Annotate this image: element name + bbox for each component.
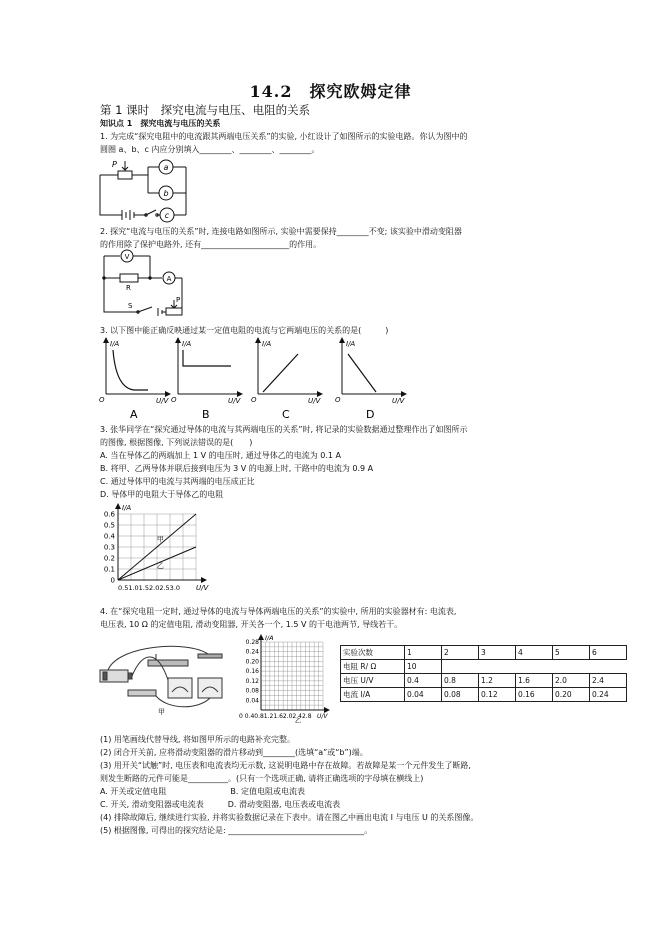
table-cell: 0.16 (516, 688, 553, 702)
table-cell (442, 660, 627, 674)
q5-item-3-cont: 则发生断路的元件可能是__________。(只有一个选项正确, 请将正确选项的字母填在横线上) (100, 774, 424, 783)
q3-option-label: D (366, 408, 375, 421)
q2-text-line1: 2. 探究“电流与电压的关系”时, 连接电路如图所示, 实验中需要保持________不变; 该实验中滑动变阻器 (100, 227, 462, 236)
q2-text-line2: 的作用除了保护电路外, 还有______________________的作用。 (100, 240, 322, 249)
q5-fig-jia-caption: 甲 (158, 708, 165, 716)
q3-option-label: A (130, 408, 138, 421)
q4-ytick: 0 (110, 576, 115, 585)
q4-text-line1: 3. 张华同学在“探究通过导体的电流与其两端电压的关系”时, 将记录的实验数据通过整理作出了如图所示 (100, 425, 468, 434)
q3-graphs (98, 336, 405, 422)
q3-graph-b (178, 340, 240, 394)
q3-origin: O (99, 396, 105, 404)
table-header-cell: 5 (553, 646, 590, 660)
q4-iu-chart (96, 500, 222, 592)
q5-ytick: 0.28 (245, 639, 259, 646)
q5-ytick: 0.20 (245, 658, 259, 666)
q4-ylabel: I/A (122, 504, 132, 512)
q5-ytick: 0.16 (245, 668, 259, 676)
q4-ytick: 0.6 (103, 510, 115, 519)
q5-data-table (340, 645, 627, 702)
q2-label-v: V (124, 253, 130, 261)
q1-label-a: a (163, 163, 169, 172)
q2-circuit-diagram (98, 248, 188, 320)
table-header-cell: 4 (516, 646, 553, 660)
q1-circuit-diagram (98, 155, 188, 221)
table-cell: 1.2 (479, 674, 516, 688)
q5-text-line1: 4. 在“探究电阻一定时, 通过导体的电流与导体两端电压的关系”的实验中, 所用的实验器材有: 电流表, (100, 607, 457, 616)
q2-label-s: S (128, 302, 133, 310)
q3-text: 3. 以下图中能正确反映通过某一定值电阻的电流与它两端电压的关系的是( ) (100, 326, 389, 335)
table-cell: 电流 I/A (341, 688, 405, 702)
table-cell: 0.04 (405, 688, 442, 702)
table-cell: 0.4 (405, 674, 442, 688)
q5-item-5: (5) 根据图像, 可得出的探究结论是: __________________________________。 (100, 826, 373, 835)
table-cell: 1.6 (516, 674, 553, 688)
q5-text-line2: 电压表, 10 Ω 的定值电阻, 滑动变阻器, 开关各一个, 1.5 V 的干电池两节, 导线若干。 (100, 620, 403, 629)
q3-origin: O (171, 396, 177, 404)
q4-option-d: D. 导体甲的电阻大于导体乙的电阻 (100, 490, 224, 499)
q4-ytick: 0.4 (103, 532, 115, 541)
lesson-subtitle: 第 1 课时 探究电流与电压、电阻的关系 (100, 103, 311, 117)
q4-series-name: 乙 (156, 561, 164, 570)
q3-curve-b (183, 350, 231, 366)
q4-ytick: 0.1 (103, 565, 115, 574)
q5-item-2: (2) 闭合开关前, 应将滑动变阻器的滑片移动到________(选填“a”或“b”)端。 (100, 748, 368, 757)
q2-label-r: R (126, 284, 131, 292)
table-header-cell: 3 (479, 646, 516, 660)
table-row (341, 688, 627, 702)
q4-ytick: 0.5 (103, 521, 115, 530)
q3-curve-c (263, 354, 298, 392)
q4-xticks: 0.51.01.52.02.53.0 (118, 584, 181, 592)
q1-label-p: P (112, 160, 117, 169)
q2-label-p: P (176, 296, 181, 304)
q4-option-b: B. 将甲、乙两导体并联后接到电压为 3 V 的电源上时, 干路中的电流为 0.9 A (100, 464, 374, 473)
q1-text-line1: 1. 为完成“探究电阻中的电流跟其两端电压关系”的实验, 小红设计了如图所示的实验电路。你认为图中的 (100, 132, 468, 141)
q5-option-ab: A. 开关或定值电阻 B. 定值电阻或电流表 (100, 787, 305, 796)
table-row (341, 674, 627, 688)
q3-origin: O (335, 396, 341, 404)
table-cell: 2.0 (553, 674, 590, 688)
q1-label-c: c (164, 211, 170, 220)
q3-ylabel: I/A (182, 340, 192, 348)
q5-grid-caption: 乙 (295, 718, 302, 725)
q4-ytick: 0.3 (103, 543, 115, 552)
table-cell: 0.20 (553, 688, 590, 702)
q3-option-label: C (282, 408, 290, 421)
q3-ylabel: I/A (346, 340, 356, 348)
q5-ylabel: I/A (265, 634, 274, 642)
table-cell: 电压 U/V (341, 674, 405, 688)
table-row (341, 646, 627, 660)
q3-curve-d (348, 354, 376, 392)
q5-ytick: 0.04 (245, 697, 259, 705)
page-title: 14.2 探究欧姆定律 (249, 82, 412, 101)
q3-option-label: B (202, 408, 210, 421)
knowledge-point-1: 知识点 1 探究电流与电压的关系 (100, 119, 221, 128)
q3-xlabel: U/V (308, 397, 321, 405)
q5-ytick: 0.12 (245, 677, 259, 685)
q5-apparatus-figure (98, 640, 233, 720)
table-cell: 0.08 (442, 688, 479, 702)
table-cell: 2.4 (590, 674, 627, 688)
q3-xlabel: U/V (228, 397, 241, 405)
q5-item-3: (3) 用开关“试触”时, 电压表和电流表均无示数, 这说明电路中存在故障。若故障是某一个元件发生了断路, (100, 761, 471, 770)
q5-grid-chart (235, 632, 335, 724)
q1-text-line2: 圆圈 a、b、c 内应分别填入________、________、________。 (100, 145, 320, 154)
q5-ytick: 0.24 (245, 648, 259, 656)
table-cell: 0.8 (442, 674, 479, 688)
q4-text-line2: 的图像, 根据图像, 下列说法错误的是( ) (100, 438, 253, 447)
q3-xlabel: U/V (392, 397, 405, 405)
q3-ylabel: I/A (110, 340, 120, 348)
q3-graph-c (258, 340, 320, 394)
table-header-cell: 实验次数 (341, 646, 405, 660)
q4-series-name: 甲 (156, 535, 164, 544)
table-header-cell: 1 (405, 646, 442, 660)
q2-label-a: A (166, 275, 172, 283)
table-cell: 10 (405, 660, 442, 674)
table-header-cell: 6 (590, 646, 627, 660)
q5-xlabel: U/V (317, 713, 328, 720)
q5-item-1: (1) 用笔画线代替导线, 将如图甲所示的电路补充完整。 (100, 735, 295, 744)
table-row (341, 660, 627, 674)
table-cell: 0.12 (479, 688, 516, 702)
q1-label-b: b (163, 189, 169, 198)
q3-xlabel: U/V (156, 397, 169, 405)
q4-option-c: C. 通过导体甲的电流与其两端的电压成正比 (100, 477, 255, 486)
table-cell: 0.24 (590, 688, 627, 702)
q4-ytick: 0.2 (103, 554, 115, 563)
q4-xlabel: U/V (196, 584, 209, 592)
table-header-cell: 2 (442, 646, 479, 660)
q4-option-a: A. 当在导体乙的两端加上 1 V 的电压时, 通过导体乙的电流为 0.1 A (100, 451, 341, 460)
q3-origin: O (251, 396, 257, 404)
q3-curve-a (113, 350, 148, 390)
q5-option-cd: C. 开关, 滑动变阻器或电流表 D. 滑动变阻器, 电压表或电流表 (100, 800, 341, 809)
table-cell: 电阻 R/ Ω (341, 660, 405, 674)
q5-item-4: (4) 排除故障后, 继续进行实验, 并将实验数据记录在下表中。请在图乙中画出电流 I 与电压 U 的关系图像。 (100, 813, 479, 822)
q5-xticks: 0 0.40.81.21.62.02.42.8 (239, 713, 312, 720)
q5-ytick: 0.08 (245, 687, 259, 695)
q3-ylabel: I/A (262, 340, 272, 348)
q3-graph-d (342, 340, 404, 394)
